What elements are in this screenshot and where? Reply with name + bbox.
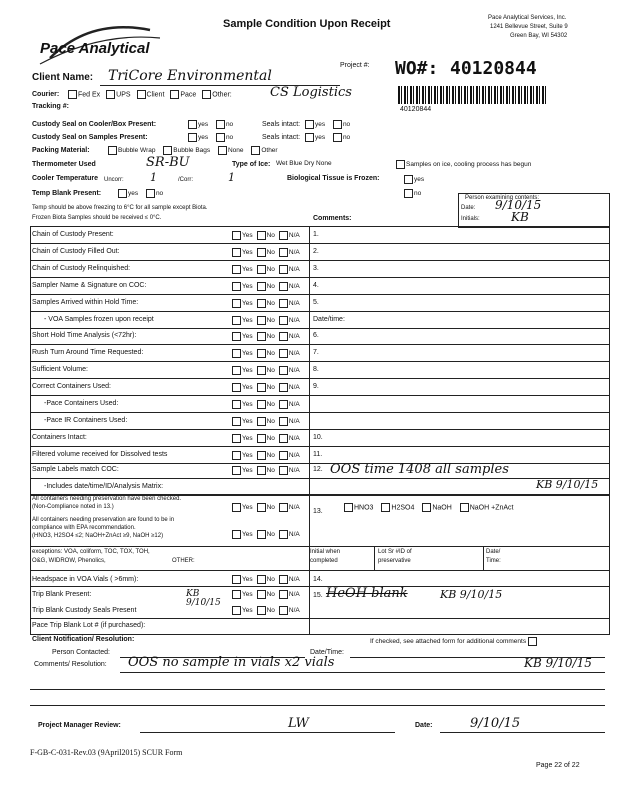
trip-comment[interactable]: HeOH blank — [326, 586, 408, 601]
checklist-options[interactable]: Yes No N/A — [232, 248, 300, 257]
frozen-note: Frozen Biota Samples should be received ≤ 0°C. — [32, 215, 162, 221]
examiner-date-value[interactable]: 9/10/15 — [495, 198, 542, 212]
pres-line4: compliance with EPA recommendation. — [32, 525, 136, 531]
checklist-options[interactable]: Yes No N/A — [232, 332, 300, 341]
uncorr-value[interactable]: 1 — [150, 171, 157, 184]
footer-date-value[interactable]: 9/10/15 — [470, 716, 521, 731]
wo-number: 40120844 — [450, 58, 537, 79]
ice-type-options[interactable]: Wet Blue Dry None — [276, 160, 332, 167]
row-divider — [30, 294, 610, 295]
trip-num: 15. — [313, 592, 323, 599]
row-divider — [30, 328, 610, 329]
comments-resolution-label: Comments/ Resolution: — [34, 661, 107, 668]
temp-blank-label: Temp Blank Present: — [32, 190, 102, 197]
checklist-options[interactable]: Yes No N/A — [232, 265, 300, 274]
checklist-comment-number: 5. — [313, 299, 319, 306]
person-contacted-label: Person Contacted: — [52, 649, 110, 656]
wo-label: WO#: — [395, 58, 439, 79]
trip-present-options[interactable]: Yes No N/A — [232, 590, 300, 599]
cooler-temp-label: Cooler Temperature — [32, 175, 98, 182]
checklist-comment-number: 3. — [313, 265, 319, 272]
datetime-label: Date/Time: — [310, 649, 344, 656]
form-title: Sample Condition Upon Receipt — [223, 18, 391, 30]
examiner-initials-value[interactable]: KB — [511, 210, 529, 224]
samples-seals-intact-label: Seals intact: — [262, 134, 301, 141]
bio-frozen-yes[interactable]: yes — [404, 175, 424, 184]
row-divider — [30, 478, 610, 479]
row-divider — [30, 277, 610, 278]
bio-frozen-no[interactable]: no — [404, 189, 421, 198]
checklist-label: -Pace IR Containers Used: — [44, 417, 128, 424]
trip-comment-init[interactable]: KB 9/10/15 — [440, 588, 503, 601]
row-divider — [30, 463, 610, 464]
pres-initial-label: Initial when — [310, 549, 341, 555]
examiner-box — [458, 193, 610, 228]
checklist-comment-number: 8. — [313, 366, 319, 373]
trip-side-note[interactable]: KB 9/10/15 — [186, 589, 221, 608]
company-address1: 1241 Bellevue Street, Suite 9 — [490, 24, 568, 30]
pres-num: 13. — [313, 508, 323, 515]
page-number: Page 22 of 22 — [536, 762, 580, 769]
custody-seal-samples-label: Custody Seal on Samples Present: — [32, 134, 148, 141]
client-name-value[interactable]: TriCore Environmental — [108, 68, 272, 84]
packing-material-options[interactable]: Bubble Wrap Bubble Bags None Other — [108, 146, 278, 155]
row-divider — [30, 243, 610, 244]
row-divider — [30, 618, 610, 619]
pres-other: OTHER: — [172, 558, 195, 564]
ice-note[interactable]: Samples on ice, cooling process has begun — [396, 160, 531, 169]
checklist-options[interactable]: Yes No N/A — [232, 299, 300, 308]
barcode-number: 40120844 — [400, 106, 432, 113]
row-divider — [30, 260, 610, 261]
temp-note: Temp should be above freezing to 6°C for all sample except Biota. — [32, 205, 208, 211]
checklist-label: Sufficient Volume: — [32, 366, 88, 373]
checklist-comment-number: 12. — [313, 466, 323, 473]
checklist-comment-number: 10. — [313, 434, 323, 441]
pm-review-label: Project Manager Review: — [38, 722, 121, 729]
thermometer-value[interactable]: SR-BU — [146, 155, 190, 170]
courier-options[interactable]: Fed Ex UPS Client Pace Other: — [68, 90, 232, 99]
checklist-label: Containers Intact: — [32, 434, 87, 441]
checklist-options[interactable]: Yes No N/A — [232, 434, 300, 443]
barcode — [398, 86, 548, 104]
pres-line3: All containers needing preservation are found to be in — [32, 517, 175, 523]
notification-attach[interactable]: If checked, see attached form for additional comments — [370, 637, 538, 646]
row-divider — [30, 494, 610, 495]
pm-review-value[interactable]: LW — [288, 716, 309, 731]
row-divider — [30, 378, 610, 379]
cooler-seals-intact-options[interactable]: yes no — [305, 120, 350, 129]
checklist-label: Filtered volume received for Dissolved tests — [32, 451, 168, 458]
logo-text: Pace Analytical — [40, 40, 150, 57]
samples-seals-intact-options[interactable]: yes no — [305, 133, 350, 142]
checklist-label: Rush Turn Around Time Requested: — [32, 349, 144, 356]
pres-line2: (Non-Compliance noted in 13.) — [32, 504, 114, 510]
pres-exceptions: exceptions: VOA, coliform, TOC, TOX, TOH, — [32, 549, 150, 555]
custody-seal-cooler-label: Custody Seal on Cooler/Box Present: — [32, 121, 157, 128]
checklist-comment-number: 9. — [313, 383, 319, 390]
row-divider — [30, 344, 610, 345]
pres-compliance-options[interactable]: Yes No N/A — [232, 530, 300, 539]
cooler-seals-intact-label: Seals intact: — [262, 121, 301, 128]
custody-seal-samples-options[interactable]: yes no — [188, 133, 233, 142]
checklist-options[interactable]: Yes No N/A — [232, 400, 300, 409]
checklist-options[interactable]: Yes No N/A — [232, 231, 300, 240]
checklist-label: Chain of Custody Relinquished: — [32, 265, 131, 272]
checklist-options[interactable]: Yes No N/A — [232, 417, 300, 426]
packing-material-label: Packing Material: — [32, 147, 90, 154]
custody-seal-cooler-options[interactable]: yes no — [188, 120, 233, 129]
ice-type-label: Type of Ice: — [232, 161, 271, 168]
checklist-label: -Includes date/time/ID/Analysis Matrix: — [44, 483, 164, 490]
pres-line1: All containers needing preservation have been checked. — [32, 496, 182, 502]
trip-lot-label: Pace Trip Blank Lot # (if purchased): — [32, 622, 146, 629]
trip-seals-label: Trip Blank Custody Seals Present — [32, 607, 137, 614]
pres-lot-label: Lot Sr #ID of — [378, 549, 412, 555]
headspace-options[interactable]: Yes No N/A — [232, 575, 300, 584]
checklist-label: Correct Containers Used: — [32, 383, 111, 390]
checklist-comment-number: 1. — [313, 231, 319, 238]
tracking-label: Tracking #: — [32, 103, 69, 110]
checklist-comment-number: 2. — [313, 248, 319, 255]
checklist-options[interactable]: Yes No N/A — [232, 349, 300, 358]
pres-preservative-options[interactable]: HNO3 H2SO4 NaOH NaOH +ZnAct — [344, 503, 514, 512]
pace-logo — [30, 18, 180, 70]
checklist-options[interactable]: Yes No N/A — [232, 451, 300, 460]
courier-label: Courier: — [32, 91, 60, 98]
trip-seals-options[interactable]: Yes No N/A — [232, 606, 300, 615]
checklist-options[interactable]: Yes No N/A — [232, 282, 300, 291]
pres-preservative-label: preservative — [378, 558, 411, 564]
checklist-label: - VOA Samples frozen upon receipt — [44, 316, 154, 323]
checklist-options[interactable]: Yes No N/A — [232, 383, 300, 392]
checklist-label: Short Hold Time Analysis (<72hr): — [32, 332, 137, 339]
row-divider — [30, 395, 610, 396]
checklist-label: -Pace Containers Used: — [44, 400, 119, 407]
checklist-comment-number: 6. — [313, 332, 319, 339]
temp-blank-options[interactable]: yes no — [118, 189, 163, 198]
checklist-comment-number: 11. — [313, 451, 323, 458]
headspace-num: 14. — [313, 576, 323, 583]
checklist-options[interactable]: Yes No N/A — [232, 366, 300, 375]
checklist-comment-number: 4. — [313, 282, 319, 289]
row-divider — [30, 446, 610, 447]
trip-present-label: Trip Blank Present: — [32, 591, 92, 598]
company-address2: Green Bay, WI 54302 — [510, 33, 568, 39]
form-id: F-GB-C-031-Rev.03 (9April2015) SCUR Form — [30, 748, 183, 757]
pres-line5: (HNO3, H2SO4 ≤2; NaOH+ZnAct ≥9, NaOH ≥12) — [32, 533, 164, 539]
row-divider — [30, 311, 610, 312]
uncorr-label: Uncorr: — [104, 177, 124, 183]
checklist-options[interactable]: Yes No N/A — [232, 316, 300, 325]
row-divider — [30, 429, 610, 430]
corr-label: /Corr: — [178, 177, 193, 183]
checklist-label: Sampler Name & Signature on COC: — [32, 282, 147, 289]
row-divider — [30, 586, 610, 587]
notification-title: Client Notification/ Resolution: — [32, 636, 135, 643]
row-divider — [30, 361, 610, 362]
pres-completed-label: completed — [310, 558, 338, 564]
checklist-options[interactable]: Yes No N/A — [232, 466, 300, 475]
company-name: Pace Analytical Services, Inc. — [488, 15, 567, 21]
row-divider — [30, 634, 610, 635]
checklist-label: Samples Arrived within Hold Time: — [32, 299, 139, 306]
corr-value[interactable]: 1 — [228, 171, 235, 184]
checklist-comment-number: Date/time: — [313, 316, 345, 323]
examiner-initials-label: Initials: — [461, 216, 480, 222]
pres-time-label: Time: — [486, 558, 501, 564]
pres-exceptions2: O&G, WIDROW, Phenolics, — [32, 558, 106, 564]
bio-frozen-label: Biological Tissue is Frozen: — [287, 175, 380, 182]
comment-12-value[interactable]: OOS time 1408 all samples — [330, 462, 509, 477]
examiner-label: Person examining contents: — [465, 195, 540, 201]
pres-date-label: Date/ — [486, 549, 501, 555]
courier-other-value[interactable]: CS Logistics — [270, 85, 352, 100]
headspace-label: Headspace in VOA Vials ( >6mm): — [32, 576, 139, 583]
pres-checked-options[interactable]: Yes No N/A — [232, 503, 300, 512]
row-divider — [30, 412, 610, 413]
examiner-date-label: Date: — [461, 205, 476, 211]
checklist-comment-number: 7. — [313, 349, 319, 356]
comment-12-initials[interactable]: KB 9/10/15 — [536, 478, 599, 491]
checklist-label: Sample Labels match COC: — [32, 466, 119, 473]
row-divider — [30, 570, 610, 571]
comments-label: Comments: — [313, 215, 352, 222]
checklist-label: Chain of Custody Filled Out: — [32, 248, 120, 255]
client-name-label: Client Name: — [32, 72, 94, 83]
checklist-label: Chain of Custody Present: — [32, 231, 114, 238]
comments-resolution-value[interactable]: OOS no sample in vials x2 vials — [128, 655, 335, 670]
project-label: Project #: — [340, 62, 370, 69]
comments-resolution-init[interactable]: KB 9/10/15 — [524, 656, 592, 670]
thermometer-label: Thermometer Used — [32, 161, 96, 168]
footer-date-label: Date: — [415, 722, 433, 729]
